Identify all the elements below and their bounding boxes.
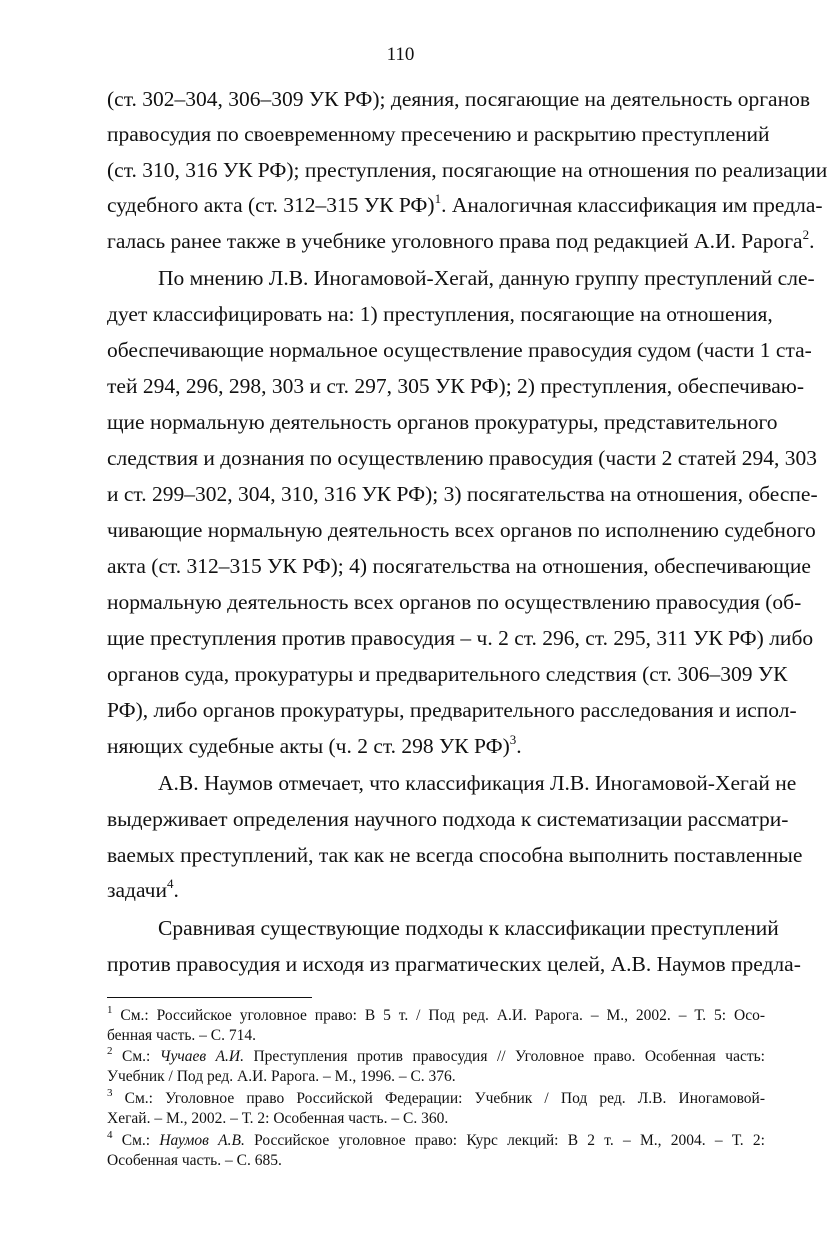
text-line: дует классифицировать на: 1) преступления, посягающие на отношения, (107, 302, 773, 326)
text-line: тей 294, 296, 298, 303 и ст. 297, 305 УК РФ); 2) преступления, обеспечиваю- (107, 374, 804, 398)
text-line: нормальную деятельность всех органов по осуществлению правосудия (об- (107, 590, 802, 614)
text-line: обеспечивающие нормальное осуществление правосудия судом (части 1 ста- (107, 338, 812, 362)
footnote-4: $^4$ См.: Наумов А.В. Российское уголовное право: Курс лекций: В 2 т. – М., 2004. – Т. 2: (107, 1129, 765, 1149)
page-number: 110 (386, 44, 415, 65)
text-line: следствия и дознания по осуществлению правосудия (части 2 статей 294, 303 (107, 446, 817, 470)
text-line: щие нормальную деятельность органов прокуратуры, представительного (107, 410, 778, 434)
footnote-3-cont: Хегай. – М., 2002. – Т. 2: Особенная часть. – С. 360. (107, 1110, 449, 1127)
text-line: А.В. Наумов отмечает, что классификация Л.В. Иногамовой-Хегай не (158, 771, 797, 795)
text-line: ваемых преступлений, так как не всегда способна выполнить поставленные (107, 843, 803, 867)
text-line: По мнению Л.В. Иногамовой-Хегай, данную группу преступлений сле- (158, 266, 815, 290)
text-line: акта (ст. 312–315 УК РФ); 4) посягательства на отношения, обеспечивающие (107, 554, 811, 578)
footnote-3: $^3$ См.: Уголовное право Российской Федерации: Учебник / Под ред. Л.В. Иногамовой- (107, 1087, 765, 1107)
footnote-2-cont: Учебник / Под ред. А.И. Рарога. – М., 1996. – С. 376. (107, 1068, 456, 1085)
text-line: чивающие нормальную деятельность всех органов по исполнению судебного (107, 518, 816, 542)
text-line: (ст. 302–304, 306–309 УК РФ); деяния, посягающие на деятельность органов (107, 87, 810, 111)
footnote-1: $^1$ См.: Российское уголовное право: В 5 т. / Под ред. А.И. Рарога. – М., 2002. – Т. 5: Осо- (107, 1004, 765, 1024)
text-line: галась ранее также в учебнике уголовного права под редакцией А.И. Рарога$^2$. (107, 227, 815, 253)
text-line: правосудия по своевременному пресечению и раскрытию преступлений (107, 122, 770, 146)
footnote-ref: 1 (434, 191, 442, 206)
text-line: против правосудия и исходя из прагматических целей, А.В. Наумов предла- (107, 952, 801, 976)
text-line: няющих судебные акты (ч. 2 ст. 298 УК РФ)$^3$. (107, 732, 522, 758)
footnote-ref: 4 (166, 876, 174, 891)
footnote-ref: 3 (509, 732, 517, 747)
text-line: судебного акта (ст. 312–315 УК РФ)$^1$. Аналогичная классификация им предла- (107, 191, 823, 217)
text-line: органов суда, прокуратуры и предварительного следствия (ст. 306–309 УК (107, 662, 788, 686)
text-line: и ст. 299–302, 304, 310, 316 УК РФ); 3) посягательства на отношения, обеспе- (107, 482, 818, 506)
text-line: РФ), либо органов прокуратуры, предварительного расследования и испол- (107, 698, 797, 722)
footnote-2: $^2$ См.: Чучаев А.И. Преступления против правосудия // Уголовное право. Особенная часть: (107, 1045, 765, 1065)
footnote-separator (107, 997, 312, 998)
footnote-ref: 2 (802, 227, 810, 242)
text-line: Сравнивая существующие подходы к классификации преступлений (158, 916, 779, 940)
footnote-1-cont: бенная часть. – С. 714. (107, 1027, 257, 1044)
text-line: щие преступления против правосудия – ч. 2 ст. 296, ст. 295, 311 УК РФ) либо (107, 626, 814, 650)
text-line: задачи$^4$. (107, 876, 179, 902)
footnote-4-cont: Особенная часть. – С. 685. (107, 1152, 282, 1169)
text-line: (ст. 310, 316 УК РФ); преступления, посягающие на отношения по реализации (107, 158, 827, 182)
text-line: выдерживает определения научного подхода к систематизации рассматри- (107, 807, 789, 831)
